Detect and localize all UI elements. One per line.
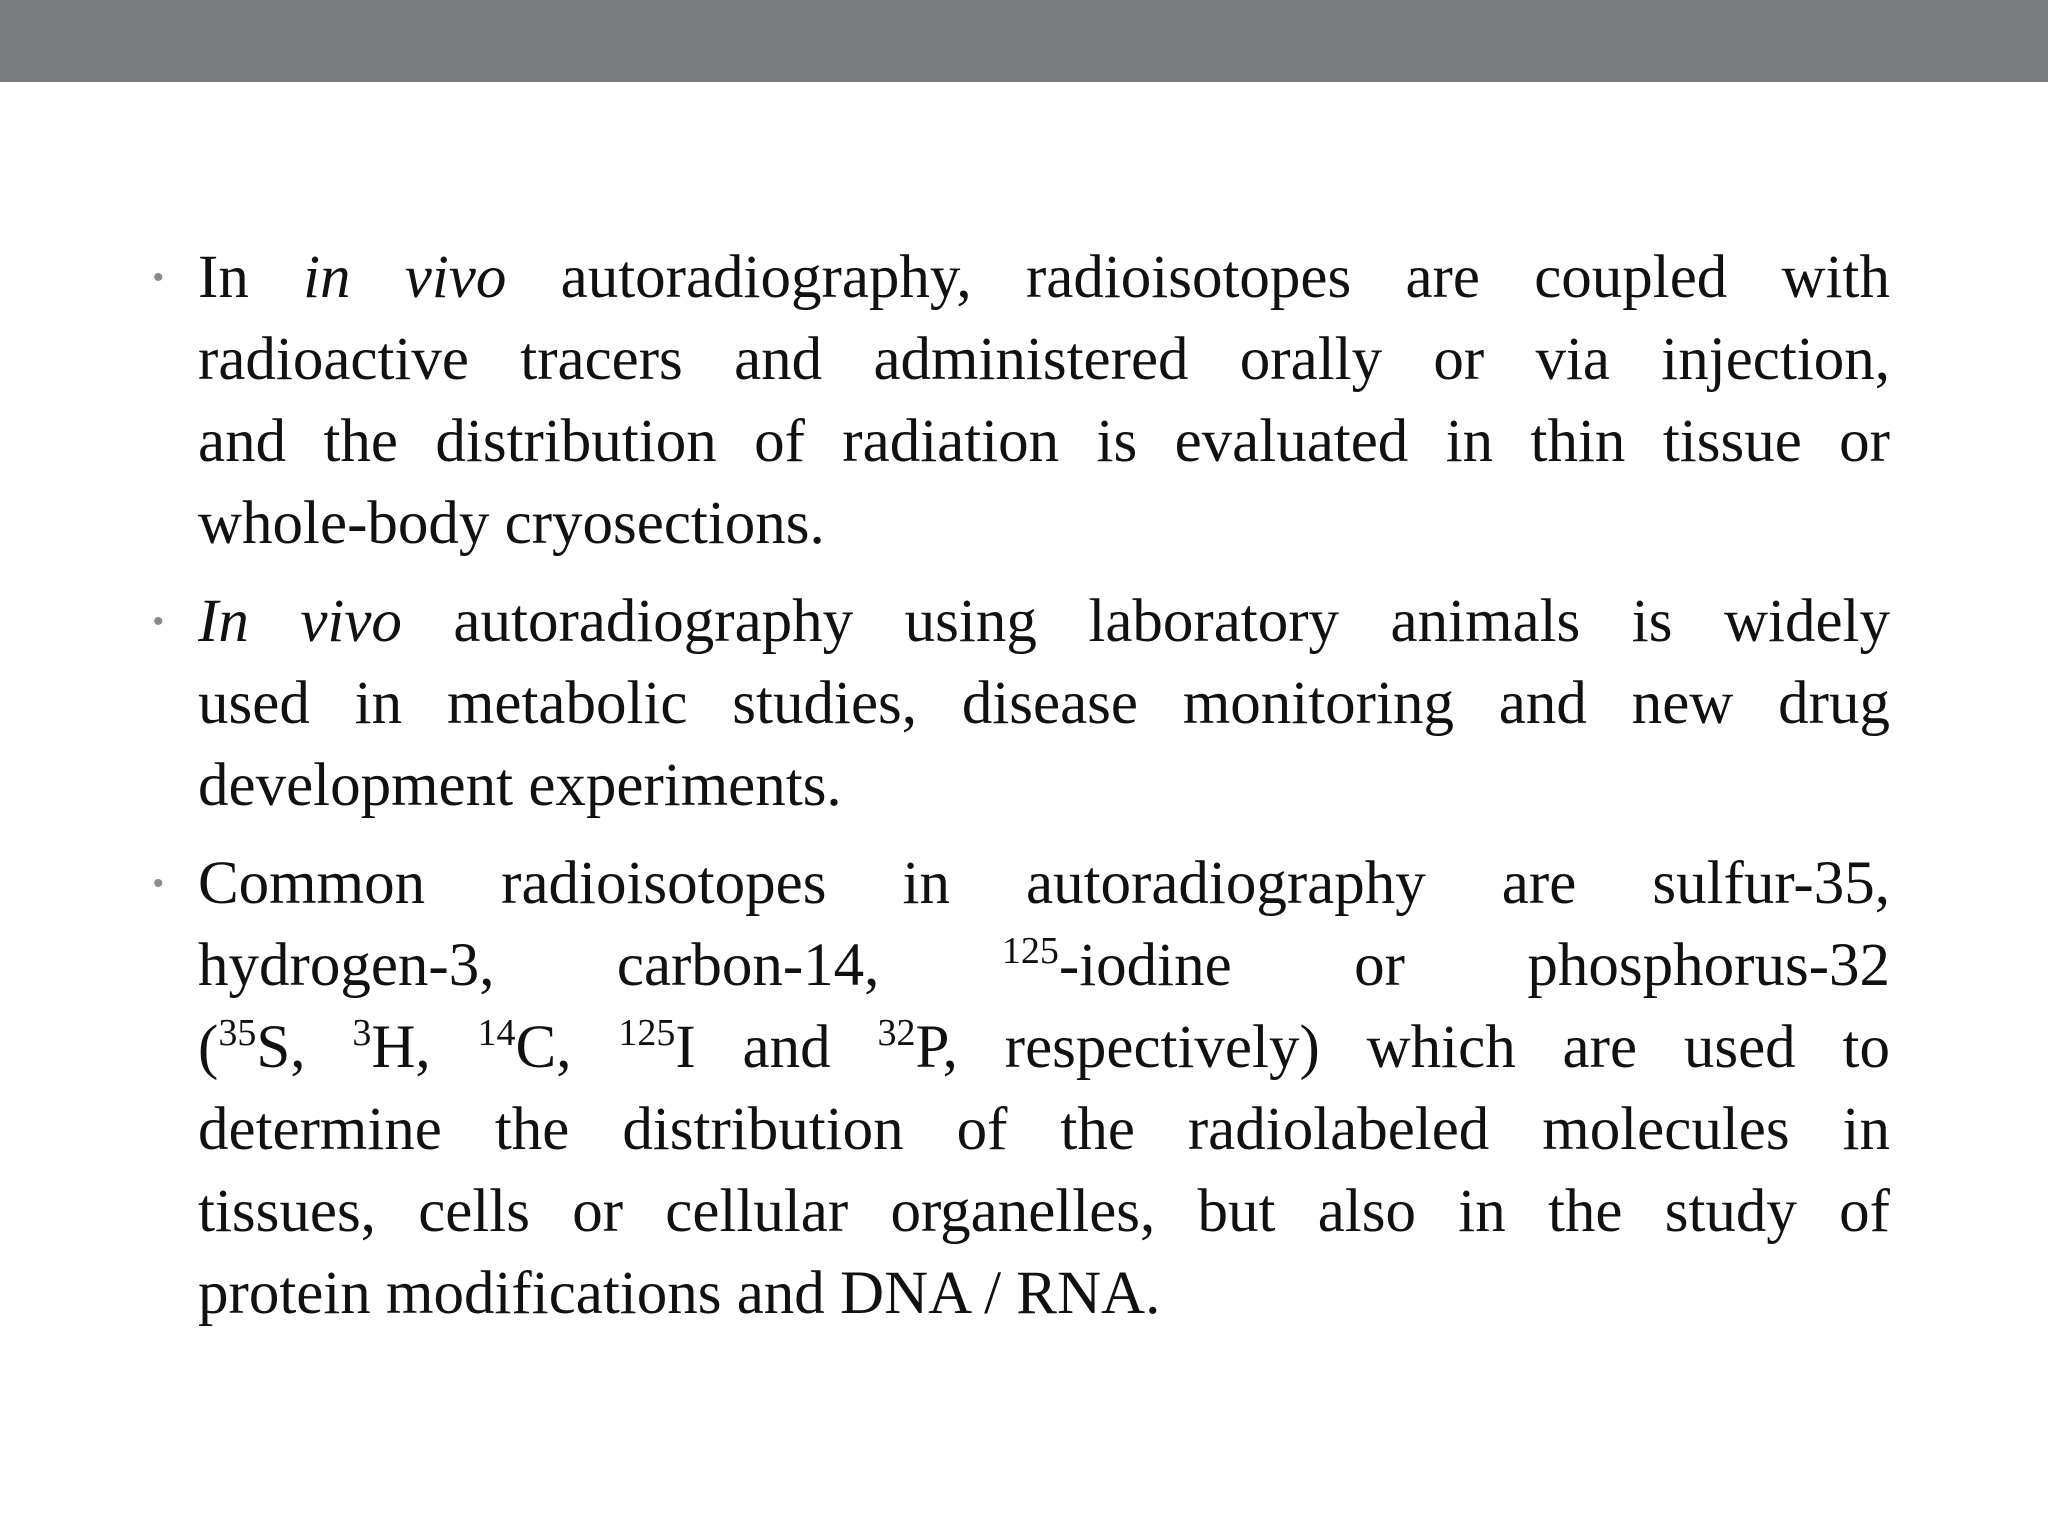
- bullet-1-line-2: radioactive tracers and administered orally or via injection,: [198, 326, 1890, 393]
- bullet-1-line-3: and the distribution of radiation is evaluated in thin tissue or: [198, 408, 1890, 475]
- bullet-1-line-1: In in vivo autoradiography, radioisotopes are coupled with: [198, 244, 1890, 311]
- bullet-3-line-6: protein modifications and DNA / RNA.: [198, 1260, 1161, 1327]
- bullet-marker: •: [153, 605, 164, 638]
- bullet-marker: •: [153, 261, 164, 294]
- bullet-2-line-3: development experiments.: [198, 752, 842, 819]
- bullet-3-line-5: tissues, cells or cellular organelles, but also in the study of: [198, 1178, 1890, 1245]
- bullet-2-line-2: used in metabolic studies, disease monitoring and new drug: [198, 670, 1890, 737]
- bullet-2-line-1: In vivo autoradiography using laboratory animals is widely: [198, 588, 1890, 655]
- bullet-marker: •: [153, 867, 164, 900]
- bullet-3-line-3: ($^{35}$S, $^3$H, $^{14}$C, $^{125}$I and $^{32}$P, respectively) which are used to: [198, 1012, 1890, 1081]
- bullet-1-line-4: whole-body cryosections.: [198, 490, 825, 557]
- bullet-3-line-1: Common radioisotopes in autoradiography are sulfur-35,: [198, 850, 1890, 917]
- bullet-3-line-4: determine the distribution of the radiolabeled molecules in: [198, 1096, 1890, 1163]
- bullet-3-line-2: hydrogen-3, carbon-14, $^{125}$-iodine or phosphorus-32: [198, 930, 1890, 999]
